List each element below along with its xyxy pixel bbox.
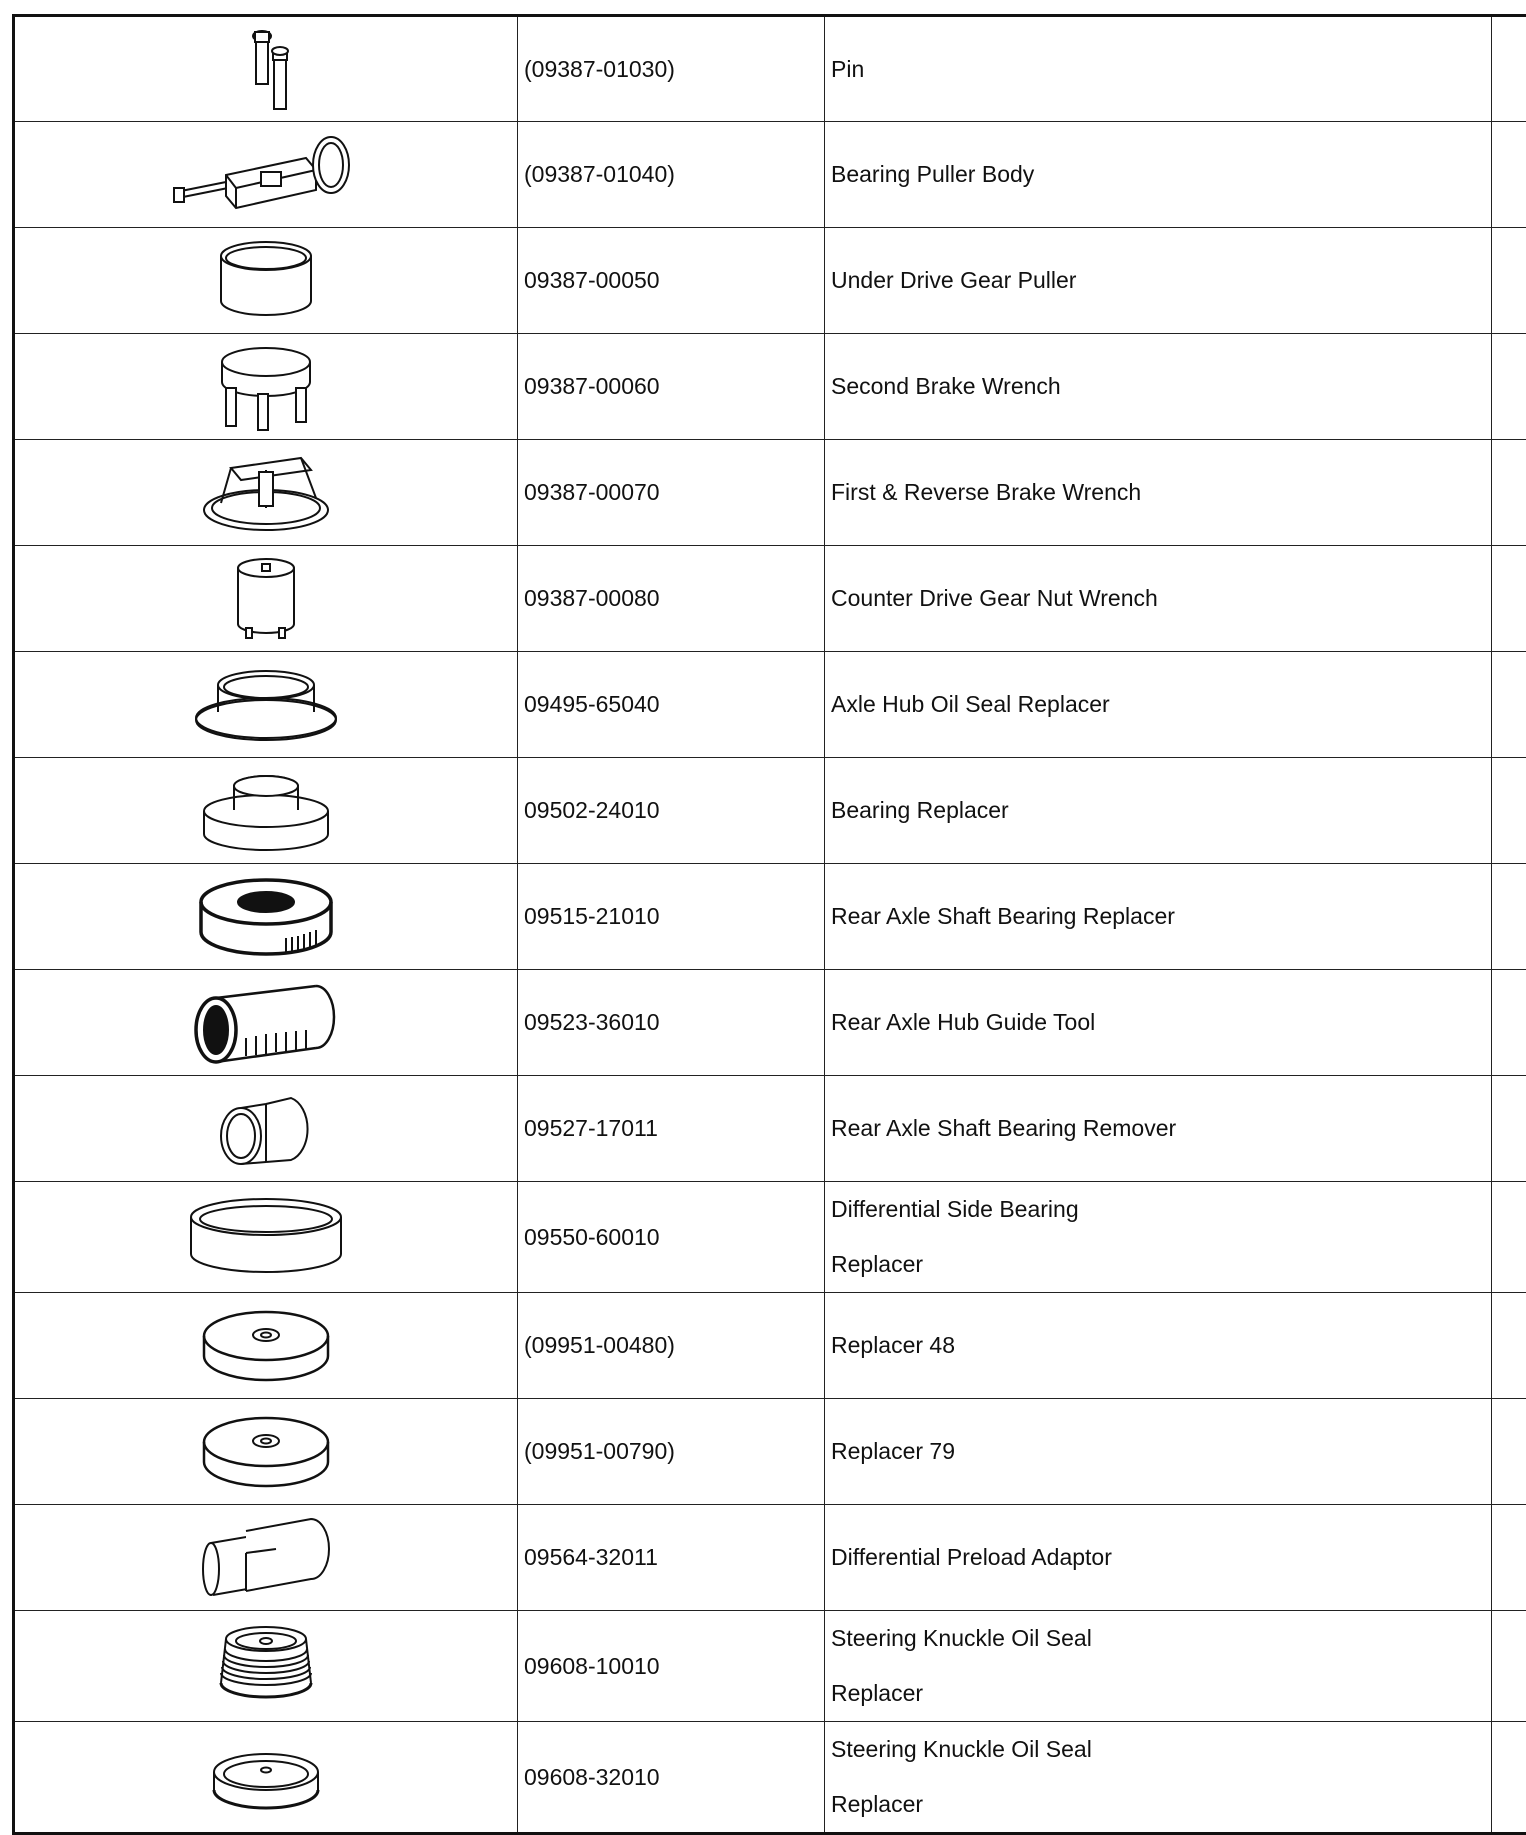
special-tools-table [12,14,1526,1835]
empty-cell [1492,1182,1526,1293]
wide-ring-icon [15,1192,517,1282]
part-number-cell [518,1399,825,1505]
part-number: 09564-32011 [524,1544,658,1570]
tube-icon [15,978,517,1068]
table-row [14,1293,1526,1399]
description-cell [825,1611,1492,1722]
part-number-cell [518,122,825,228]
part-number-cell [518,1505,825,1611]
pin-icon [15,24,517,114]
table-row [14,758,1526,864]
description-cell [825,1076,1492,1182]
part-number: 09387-00060 [524,373,660,399]
disc-replacer-icon [15,1407,517,1497]
table-body [14,16,1526,1834]
tool-illustration-cell [14,228,518,334]
threaded-replacer-icon [15,1621,517,1711]
empty-cell [1492,970,1526,1076]
table-row [14,334,1526,440]
description-line: Replacer 48 [831,1318,1491,1373]
part-number-cell [518,652,825,758]
table-row [14,970,1526,1076]
description-line: Replacer [831,1666,1491,1721]
empty-cell [1492,1611,1526,1722]
description-line: Rear Axle Shaft Bearing Replacer [831,889,1491,944]
empty-cell [1492,864,1526,970]
description-line: Steering Knuckle Oil Seal [831,1722,1491,1777]
tool-illustration-cell [14,864,518,970]
part-number-cell [518,228,825,334]
tool-illustration-cell [14,1505,518,1611]
empty-cell [1492,652,1526,758]
part-number: 09387-00070 [524,479,660,505]
cup-remover-icon [15,1084,517,1174]
part-number: 09515-21010 [524,903,660,929]
description-line: Under Drive Gear Puller [831,253,1491,308]
flanged-ring-icon [15,660,517,750]
part-number-cell [518,440,825,546]
part-number: 09608-10010 [524,1653,660,1679]
table-row [14,440,1526,546]
cap-wrench-icon [15,342,517,432]
description-line: Replacer 79 [831,1424,1491,1479]
shallow-cup-icon [15,1732,517,1822]
part-number-cell [518,16,825,122]
description-line: Pin [831,42,1491,97]
table-row [14,1399,1526,1505]
table-row [14,1076,1526,1182]
tool-illustration-cell [14,1722,518,1834]
tool-illustration-cell [14,652,518,758]
description-line: Differential Preload Adaptor [831,1530,1491,1585]
ring-icon [15,236,517,326]
empty-cell [1492,1293,1526,1399]
empty-cell [1492,16,1526,122]
part-number: (09387-01030) [524,56,675,82]
description-cell [825,1399,1492,1505]
part-number: 09502-24010 [524,797,660,823]
tool-illustration-cell [14,16,518,122]
stepped-replacer-icon [15,766,517,856]
table-row [14,16,1526,122]
part-number-cell [518,864,825,970]
table-row [14,122,1526,228]
description-cell [825,970,1492,1076]
description-line: Steering Knuckle Oil Seal [831,1611,1491,1666]
empty-cell [1492,758,1526,864]
part-number: 09527-17011 [524,1115,658,1141]
part-number: 09523-36010 [524,1009,660,1035]
description-cell [825,1505,1492,1611]
description-cell [825,228,1492,334]
part-number: 09387-00080 [524,585,660,611]
part-number: 09495-65040 [524,691,660,717]
table-row [14,1505,1526,1611]
tool-illustration-cell [14,1399,518,1505]
description-cell [825,1182,1492,1293]
empty-cell [1492,228,1526,334]
part-number-cell [518,1293,825,1399]
tool-illustration-cell [14,1611,518,1722]
tool-illustration-cell [14,440,518,546]
description-line: Rear Axle Hub Guide Tool [831,995,1491,1050]
empty-cell [1492,1505,1526,1611]
description-line: First & Reverse Brake Wrench [831,465,1491,520]
part-number-cell [518,546,825,652]
disc-replacer-icon [15,1301,517,1391]
part-number: (09951-00790) [524,1438,675,1464]
empty-cell [1492,1076,1526,1182]
description-line: Bearing Puller Body [831,147,1491,202]
description-line: Second Brake Wrench [831,359,1491,414]
empty-cell [1492,1399,1526,1505]
description-line: Rear Axle Shaft Bearing Remover [831,1101,1491,1156]
description-line: Replacer [831,1777,1491,1832]
tool-illustration-cell [14,758,518,864]
description-line: Differential Side Bearing [831,1182,1491,1237]
part-number-cell [518,970,825,1076]
part-number-cell [518,1722,825,1834]
description-cell [825,758,1492,864]
description-cell [825,864,1492,970]
part-number: (09951-00480) [524,1332,675,1358]
part-number-cell [518,758,825,864]
description-cell [825,440,1492,546]
description-cell [825,546,1492,652]
empty-cell [1492,440,1526,546]
description-cell [825,16,1492,122]
empty-cell [1492,1722,1526,1834]
description-line: Bearing Replacer [831,783,1491,838]
description-cell [825,334,1492,440]
description-line: Counter Drive Gear Nut Wrench [831,571,1491,626]
description-cell [825,122,1492,228]
table-row [14,1722,1526,1834]
split-sleeve-icon [15,1513,517,1603]
bearing-puller-body-icon [15,130,517,220]
tool-illustration-cell [14,1076,518,1182]
description-cell [825,652,1492,758]
empty-cell [1492,334,1526,440]
socket-wrench-icon [15,554,517,644]
description-cell [825,1722,1492,1834]
table-row [14,1611,1526,1722]
table-row [14,546,1526,652]
part-number-cell [518,1611,825,1722]
part-number-cell [518,1182,825,1293]
part-number: 09387-00050 [524,267,660,293]
part-number-cell [518,334,825,440]
part-number: 09608-32010 [524,1764,660,1790]
tool-illustration-cell [14,122,518,228]
description-line: Replacer [831,1237,1491,1292]
empty-cell [1492,122,1526,228]
tool-illustration-cell [14,546,518,652]
table-row [14,228,1526,334]
tool-illustration-cell [14,1293,518,1399]
description-line: Axle Hub Oil Seal Replacer [831,677,1491,732]
table-row [14,652,1526,758]
part-number: (09387-01040) [524,161,675,187]
description-cell [825,1293,1492,1399]
tool-illustration-cell [14,970,518,1076]
empty-cell [1492,546,1526,652]
part-number: 09550-60010 [524,1224,660,1250]
tool-illustration-cell [14,334,518,440]
table-row [14,864,1526,970]
thick-ring-icon [15,872,517,962]
tool-illustration-cell [14,1182,518,1293]
table-row [14,1182,1526,1293]
three-arm-wrench-icon [15,448,517,538]
part-number-cell [518,1076,825,1182]
